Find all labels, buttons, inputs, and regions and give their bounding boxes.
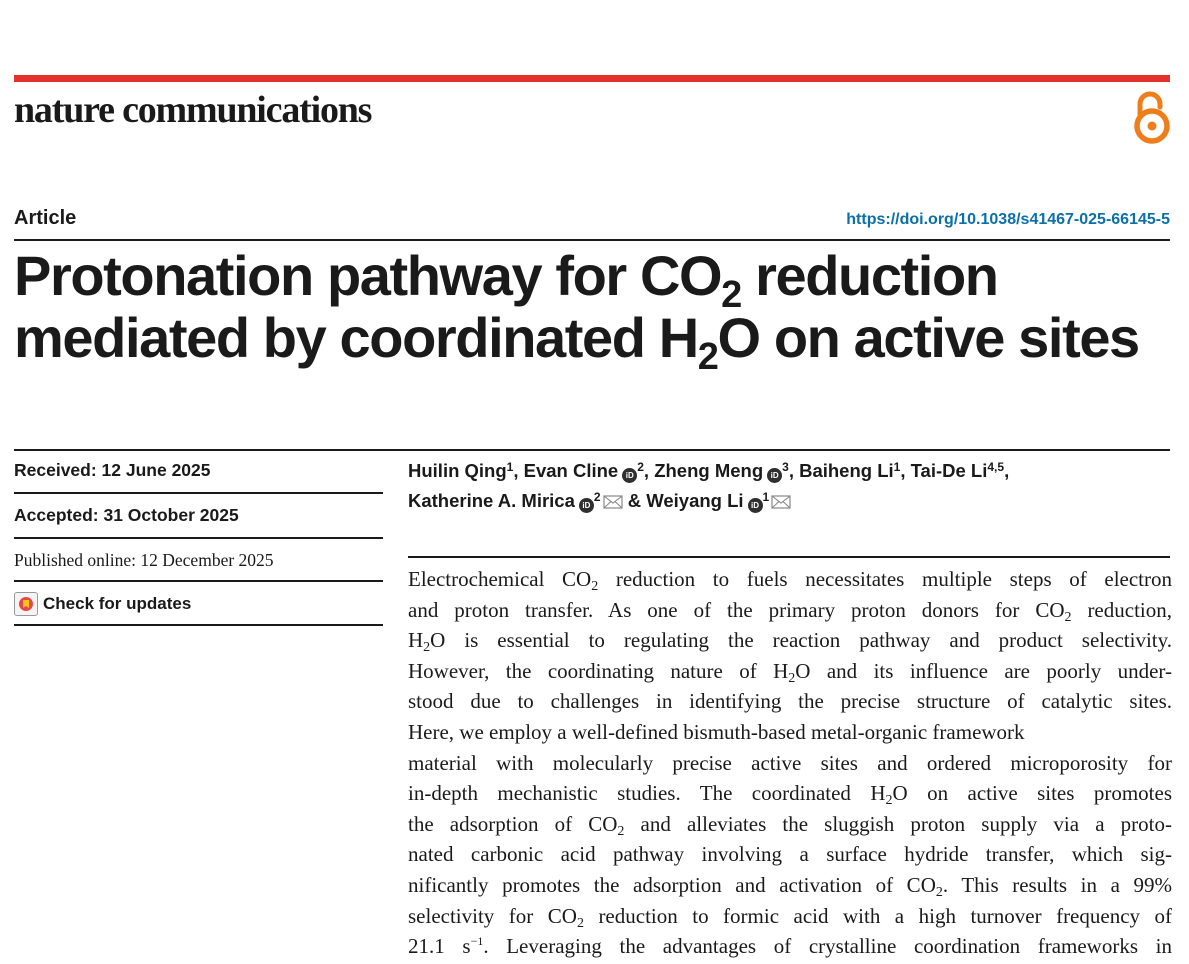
published-date: Published online: 12 December 2025 (14, 550, 274, 570)
author-separator: , (513, 460, 524, 481)
abstract (408, 564, 1172, 962)
author-entry (799, 460, 900, 481)
article-type-label: Article (14, 207, 77, 229)
author-separator: & (622, 490, 647, 511)
abstract-line: However, the coordinating nature of $H_2O$ and its influence are poorly under- (408, 658, 1172, 686)
orcid-icon[interactable]: iD (622, 468, 637, 483)
abstract-line: the adsorption of $CO_2$ and alleviates the sluggish proton supply via a proto- (408, 811, 1172, 839)
email-icon[interactable] (771, 495, 791, 509)
author-name[interactable]: Weiyang Li (646, 490, 744, 511)
abstract-line: Electrochemical $CO_2$ reduction to fuels necessitates multiple steps of electron (408, 567, 1172, 594)
orcid-icon[interactable]: iD (579, 498, 594, 513)
abstract-line: stood due to challenges in identifying the precise structure of catalytic sites. (408, 689, 1172, 714)
open-access-icon[interactable] (1130, 88, 1174, 146)
author-entry (524, 460, 644, 481)
article-title: Protonation pathway for $CO_2$ reduction mediated by coordinated $H_2O$ on active sites (14, 244, 1139, 378)
author-entry (408, 460, 513, 481)
orcid-icon[interactable]: iD (767, 468, 782, 483)
title-divider (14, 239, 1170, 241)
abstract-line: selectivity for $CO_2$ reduction to formic acid with a high turnover frequency of (408, 903, 1172, 931)
abstract-line: nated carbonic acid pathway involving a surface hydride transfer, which sig- (408, 842, 1172, 867)
author-separator: , (643, 460, 655, 481)
author-separator: , (900, 460, 911, 481)
abstract-line: material with molecularly precise active sites and ordered microporosity for (408, 750, 1172, 775)
meta-divider (14, 580, 383, 582)
author-affiliation: 2 (637, 460, 644, 474)
orcid-icon[interactable]: iD (748, 498, 763, 513)
author-separator: , (788, 460, 800, 481)
received-date: Received: 12 June 2025 (14, 460, 211, 480)
author-name[interactable]: Zheng Meng (654, 460, 764, 481)
abstract-divider (408, 556, 1170, 558)
check-for-updates-label: Check for updates (43, 594, 192, 613)
journal-accent-bar (14, 75, 1170, 82)
author-affiliation: 4,5 (987, 460, 1005, 474)
author-entry (654, 460, 789, 481)
author-affiliation: 3 (782, 460, 789, 474)
author-name[interactable]: Evan Cline (523, 460, 619, 481)
author-affiliation: 2 (593, 490, 601, 504)
crossmark-icon (14, 592, 38, 616)
author-affiliation: 1 (762, 490, 770, 504)
abstract-line: Here, we employ a well-defined bismuth-based metal-organic framework (408, 719, 1025, 744)
abstract-line: $H_2O$ is essential to regulating the reaction pathway and product selectivity. (408, 628, 1172, 656)
meta-divider (14, 537, 383, 539)
author-affiliation: 1 (506, 460, 514, 474)
journal-name[interactable]: nature communications (14, 89, 372, 131)
meta-divider (14, 492, 383, 494)
doi-link[interactable]: https://doi.org/10.1038/s41467-025-66145-5 (846, 211, 1170, 228)
author-separator: , (1004, 460, 1010, 481)
abstract-line: in-depth mechanistic studies. The coordinated $H_2O$ on active sites promotes (408, 781, 1172, 809)
author-name[interactable]: Baiheng Li (799, 460, 894, 481)
email-icon[interactable] (603, 495, 623, 509)
author-entry (646, 490, 791, 511)
abstract-line: nificantly promotes the adsorption and activation of $CO_2$. This results in a 99% (408, 872, 1172, 900)
author-name[interactable]: Huilin Qing (408, 460, 507, 481)
meta-divider (14, 624, 383, 626)
author-affiliation: 1 (893, 460, 901, 474)
abstract-line: and proton transfer. As one of the primary proton donors for $CO_2$ reduction, (408, 597, 1172, 625)
section-divider (14, 449, 1170, 451)
author-name[interactable]: Katherine A. Mirica (408, 490, 575, 511)
abstract-line: 21.1 $s^{-1}$. Leveraging the advantages of crystalline coordination frameworks in (408, 934, 1172, 959)
author-entry (408, 490, 623, 511)
author-list (408, 456, 1178, 516)
author-name[interactable]: Tai-De Li (910, 460, 988, 481)
accepted-date: Accepted: 31 October 2025 (14, 505, 239, 525)
check-for-updates-button[interactable] (14, 592, 191, 616)
author-entry (911, 460, 1004, 481)
